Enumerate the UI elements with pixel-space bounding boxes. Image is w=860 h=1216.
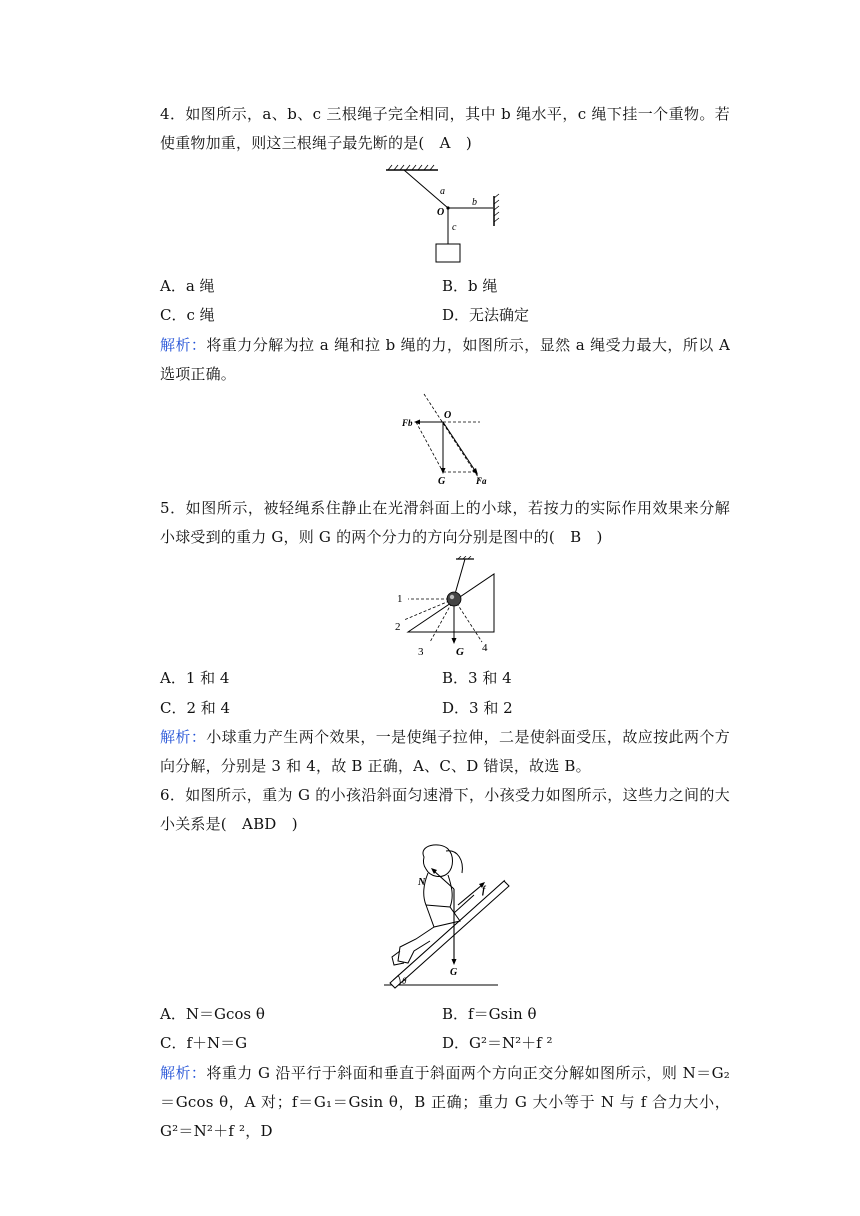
q4-force-diagram [396, 392, 496, 487]
q4-option-b[interactable]: B．b 绳 [442, 277, 498, 295]
q4-rope-figure [380, 164, 510, 269]
q4-option-c[interactable]: C．c 绳 [160, 306, 215, 324]
q6-analysis-label: 解析： [160, 1064, 207, 1082]
q6-option-a[interactable]: A．N＝Gcos θ [160, 1005, 265, 1023]
q5-analysis-label: 解析： [160, 728, 207, 746]
q6-option-b[interactable]: B．f＝Gsin θ [442, 1005, 537, 1023]
q6-label-f: f [482, 885, 486, 896]
q4-fig2-O: O [444, 410, 452, 421]
q4-fig2-Fa: Fa [476, 476, 487, 486]
q5-label-2: 2 [395, 621, 401, 633]
q5-label-1: 1 [397, 593, 403, 605]
q6-child-slide-figure [378, 843, 513, 991]
q6-label-N: N [418, 877, 426, 888]
q4-label-c: c [452, 222, 457, 233]
q6-stem: 6．如图所示，重为 G 的小孩沿斜面匀速滑下，小孩受力如图所示，这些力之间的大小关系是( ABD ) [160, 786, 730, 833]
q5-label-G: G [456, 646, 464, 658]
q5-label-3: 3 [418, 646, 424, 658]
q5-stem: 5．如图所示，被轻绳系住静止在光滑斜面上的小球，若按力的实际作用效果来分解小球受到的重力 G，则 G 的两个分力的方向分别是图中的( B ) [160, 499, 730, 546]
q4-analysis-text: 将重力分解为拉 a 绳和拉 b 绳的力，如图所示，显然 a 绳受力最大，所以 A 选项正确。 [160, 336, 731, 383]
q6-analysis-text: 将重力 G 沿平行于斜面和垂直于斜面两个方向正交分解如图所示，则 N＝G₂＝Gcos θ，A 对；f＝G₁＝Gsin θ，B 正确；重力 G 大小等于 N 与 f 合力大小，G²＝N²＋f ²，D [160, 1064, 731, 1140]
q5-option-d[interactable]: D．3 和 2 [442, 699, 513, 717]
q6-label-G: G [450, 967, 458, 978]
q6-analysis [160, 1059, 730, 1146]
q6-option-c[interactable]: C．f＋N＝G [160, 1034, 248, 1052]
q5-option-b[interactable]: B．3 和 4 [442, 669, 512, 687]
q6-option-d[interactable]: D．G²＝N²＋f ² [442, 1034, 553, 1052]
q4-stem: 4．如图所示，a、b、c 三根绳子完全相同，其中 b 绳水平，c 绳下挂一个重物。若使重物加重，则这三根绳子最先断的是( A ) [160, 105, 730, 152]
q4-label-a: a [440, 186, 445, 197]
q4-option-d[interactable]: D．无法确定 [442, 306, 530, 324]
q4-option-a[interactable]: A．a 绳 [160, 277, 215, 295]
q5-analysis-text: 小球重力产生两个效果，一是使绳子拉伸，二是使斜面受压，故应按此两个方向分解，分别是 3 和 4，故 B 正确，A、C、D 错误，故选 B。 [160, 728, 730, 775]
q5-option-a[interactable]: A．1 和 4 [160, 669, 230, 687]
q5-option-c[interactable]: C．2 和 4 [160, 699, 231, 717]
q5-analysis [160, 723, 730, 781]
q4-fig2-Fb: Fb [402, 418, 413, 428]
q4-label-b: b [472, 197, 477, 208]
q5-incline-figure [390, 556, 505, 660]
q5-label-4: 4 [482, 642, 488, 654]
q4-fig2-G: G [438, 476, 446, 487]
q4-analysis-label: 解析： [160, 336, 207, 354]
q6-label-theta: θ [402, 976, 407, 986]
q4-label-O: O [437, 207, 445, 218]
q4-analysis [160, 331, 730, 389]
